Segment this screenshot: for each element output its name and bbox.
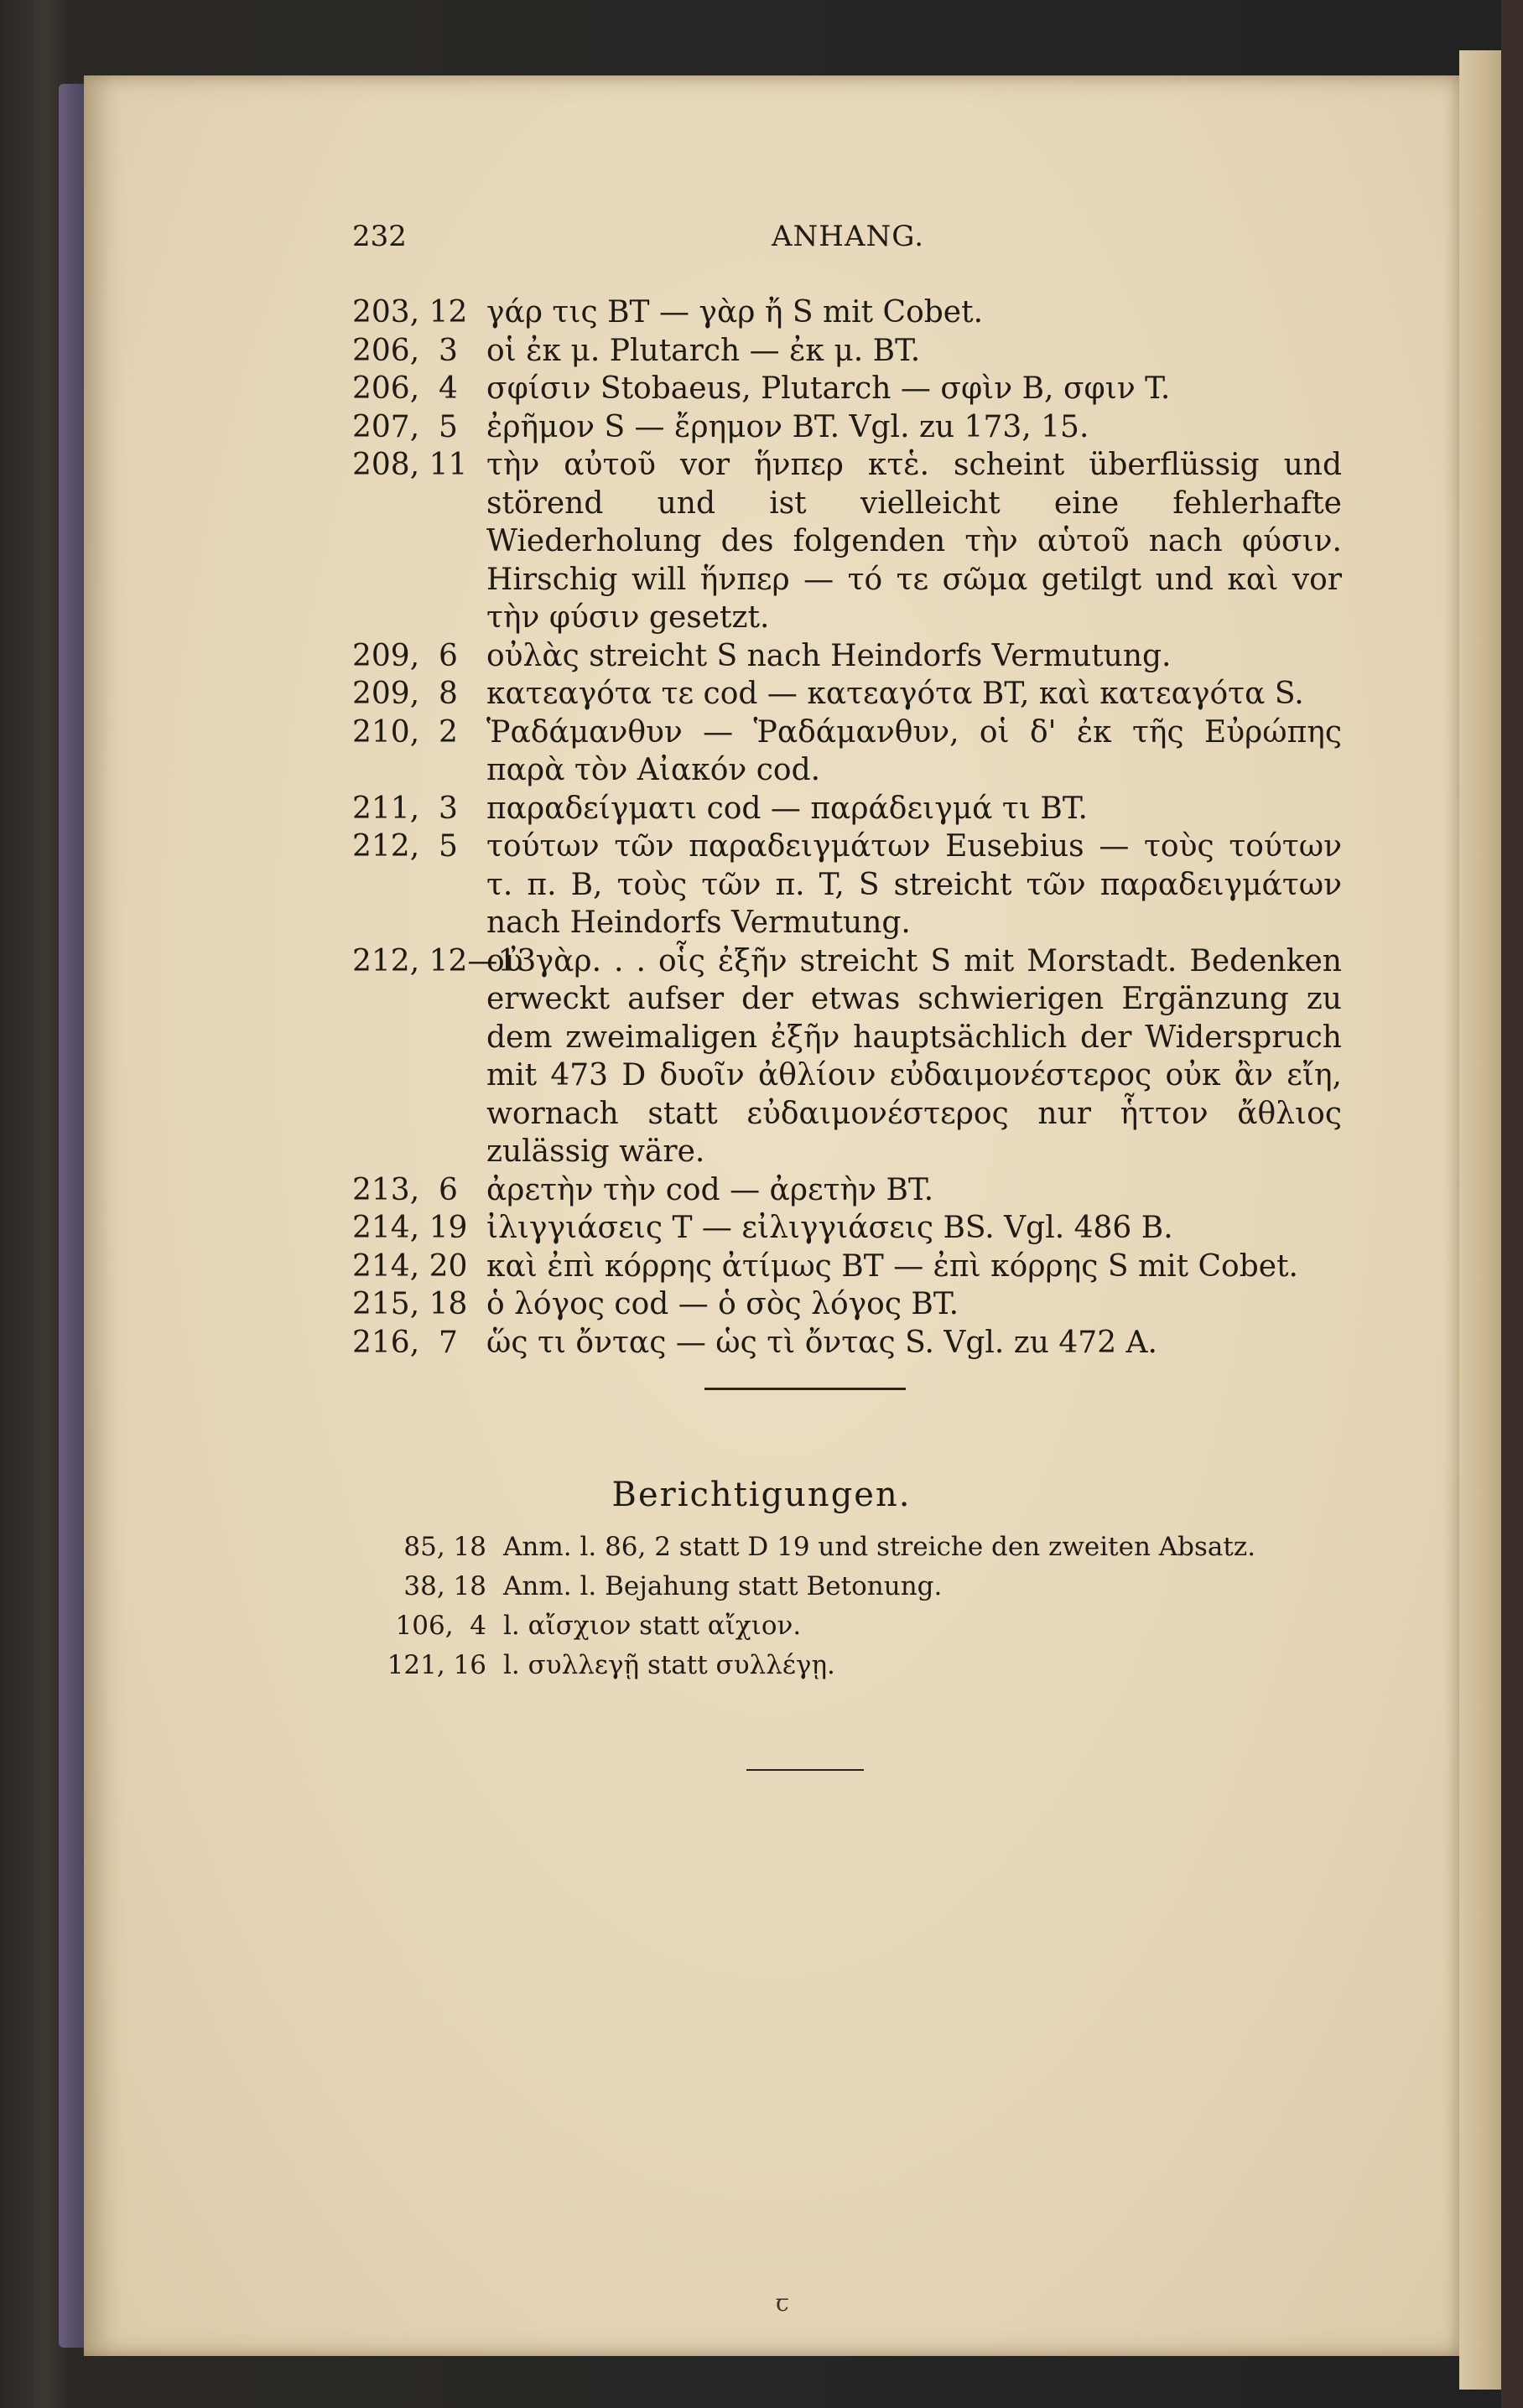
note-entry	[352, 1248, 1342, 1286]
note-entry	[352, 332, 1342, 371]
note-reference: 209, 6	[352, 638, 458, 673]
correction-text: Anm. l. Bejahung statt Betonung.	[503, 1571, 943, 1601]
footer-mark: ꞇ	[776, 2289, 789, 2317]
running-head-title: ANHANG.	[772, 220, 925, 253]
note-text: τὴν αὐτοῦ vor ἥνπερ κτἑ. scheint überflüssig und störend und ist vielleicht eine fehlerhafte Wiederholung des folgenden τὴν αὑτοῦ nach φύσιν. Hirschig will ἥνπερ — τό τε σῶμα getilgt und καὶ vor τὴν φύσιν gesetzt.	[486, 448, 1342, 635]
note-entry	[352, 942, 1342, 1171]
correction-reference: 85, 18	[403, 1532, 486, 1562]
note-text: ὁ λόγος cod — ὁ σὸς λόγος BT.	[486, 1287, 959, 1321]
correction-text: l. αἴσχιον statt αἴχιον.	[503, 1611, 802, 1641]
correction-entry	[369, 1567, 1342, 1606]
note-entry	[352, 1171, 1342, 1210]
note-text: γάρ τις BT — γὰρ ἤ S mit Cobet.	[486, 295, 984, 330]
note-text: ὥς τι ὄντας — ὡς τὶ ὄντας S. Vgl. zu 472 A.	[486, 1325, 1157, 1360]
note-reference: 206, 3	[352, 333, 458, 368]
correction-reference: 121, 16	[387, 1650, 486, 1680]
note-entry	[352, 1285, 1342, 1324]
note-reference: 212, 5	[352, 829, 458, 864]
note-reference: 214, 20	[352, 1248, 468, 1284]
note-text: σφίσιν Stobaeus, Plutarch — σφὶν B, σφιν T.	[486, 371, 1171, 406]
note-text: κατεαγότα τε cod — κατεαγότα BT, καὶ κατεαγότα S.	[486, 677, 1304, 711]
note-reference: 208, 11	[352, 448, 468, 482]
note-reference: 213, 6	[352, 1172, 458, 1207]
note-entry	[352, 1209, 1342, 1248]
note-reference: 209, 8	[352, 677, 458, 711]
note-text: ἀρετὴν τὴν cod — ἀρετὴν BT.	[486, 1172, 934, 1207]
note-entry	[352, 828, 1342, 942]
note-entry	[352, 293, 1342, 332]
end-divider	[746, 1769, 864, 1771]
note-entry	[352, 714, 1342, 790]
note-reference: 211, 3	[352, 791, 458, 826]
note-entry	[352, 408, 1342, 447]
note-entry	[352, 637, 1342, 676]
correction-entry	[369, 1528, 1342, 1567]
note-reference: 215, 18	[352, 1287, 468, 1321]
note-text: τούτων τῶν παραδειγμάτων Eusebius — τοὺς τούτων τ. π. B, τοὺς τῶν π. T, S streicht τῶν παραδειγμάτων nach Heindorfs Vermutung.	[486, 829, 1342, 940]
note-text: οὐ γὰρ. . . οἷς ἐξῆν streicht S mit Morstadt. Bedenken erweckt aufser der etwas schwierigen Ergänzung zu dem zweimaligen ἐξῆν hauptsächlich der Widerspruch mit 473 D δυοῖν ἀθλίοιν εὐδαιμονέστερος οὐκ ἂν εἴη, wornach statt εὐδαιμονέστερος nur ἧττον ἄθλιος zulässig wäre.	[486, 943, 1342, 1169]
note-reference: 203, 12	[352, 295, 468, 330]
note-reference: 212, 12—13	[352, 943, 537, 978]
corrections-title: Berichtigungen.	[611, 1476, 912, 1514]
correction-entry	[369, 1646, 1342, 1685]
note-text: Ῥαδάμανθυν — Ῥαδάμανθυν, οἱ δ' ἐκ τῆς Εὐρώπης παρὰ τὸν Αἰακόν cod.	[486, 714, 1342, 787]
note-entry	[352, 370, 1342, 408]
correction-reference: 106, 4	[395, 1611, 486, 1641]
correction-text: Anm. l. 86, 2 statt D 19 und streiche den zweiten Absatz.	[503, 1532, 1256, 1562]
note-entry	[352, 675, 1342, 714]
correction-reference: 38, 18	[403, 1571, 486, 1601]
note-text: οἱ ἐκ μ. Plutarch — ἐκ μ. BT.	[486, 333, 921, 368]
note-reference: 214, 19	[352, 1211, 468, 1245]
note-entry	[352, 790, 1342, 828]
correction-text: l. συλλεγῇ statt συλλέγῃ.	[503, 1650, 835, 1680]
note-text: οὐλὰς streicht S nach Heindorfs Vermutung.	[486, 638, 1172, 673]
note-reference: 206, 4	[352, 371, 458, 406]
note-reference: 210, 2	[352, 714, 458, 750]
note-text: παραδείγματι cod — παράδειγμά τι BT.	[486, 791, 1088, 826]
corrections-list	[369, 1528, 1342, 1685]
page-number: 232	[352, 220, 407, 253]
note-entry	[352, 1324, 1342, 1362]
note-entry	[352, 446, 1342, 637]
running-head	[352, 220, 1342, 262]
note-reference: 216, 7	[352, 1325, 458, 1360]
note-text: καὶ ἐπὶ κόρρης ἀτίμως BT — ἐπὶ κόρρης S mit Cobet.	[486, 1248, 1298, 1284]
note-text: ἐρῆμον S — ἔρημον BT. Vgl. zu 173, 15.	[486, 409, 1089, 444]
correction-entry	[369, 1606, 1342, 1646]
note-reference: 207, 5	[352, 409, 458, 444]
note-text: ἰλιγγιάσεις T — εἰλιγγιάσεις BS. Vgl. 486 B.	[486, 1211, 1173, 1245]
section-divider	[704, 1388, 906, 1390]
critical-notes	[352, 293, 1342, 1362]
